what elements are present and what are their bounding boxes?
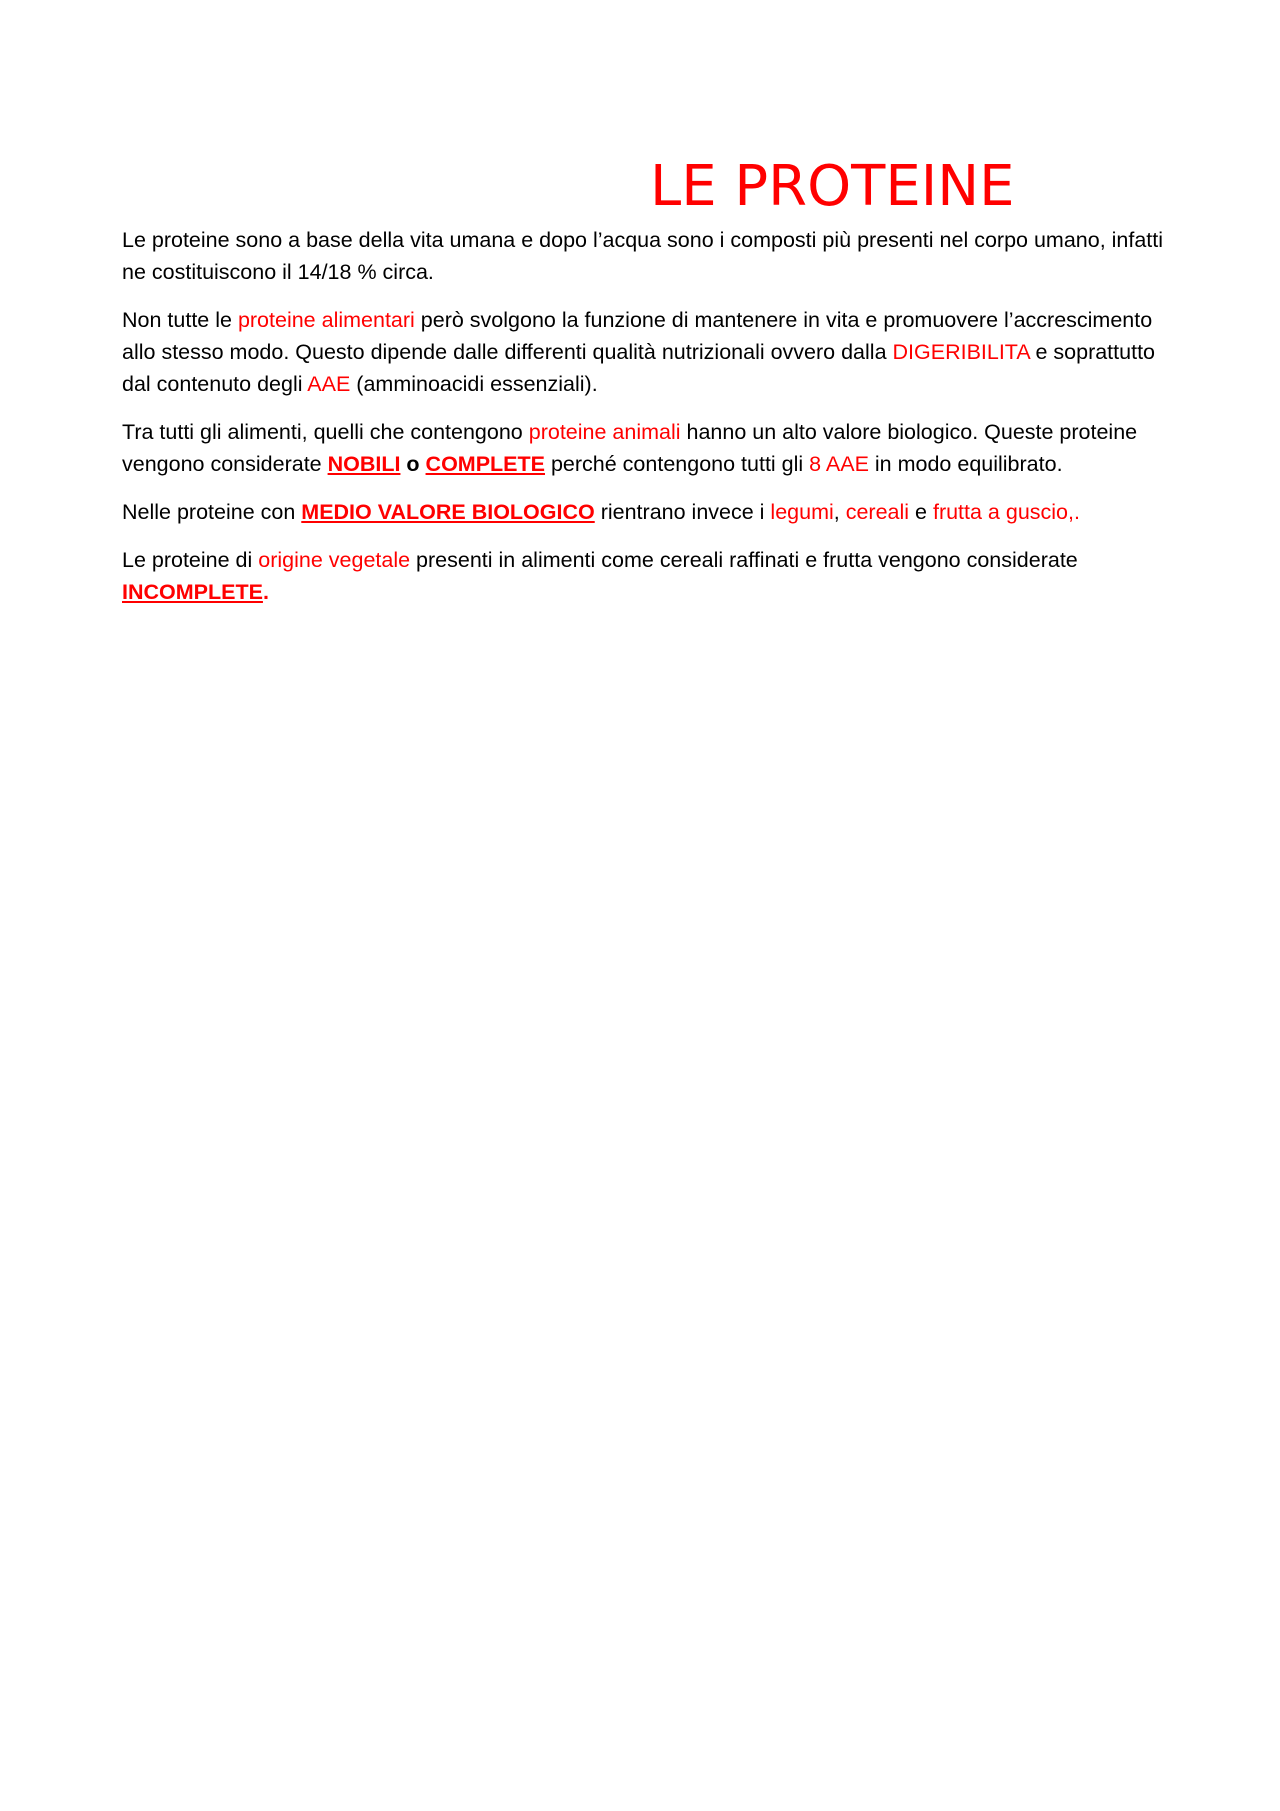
- highlight-medio-valore-biologico: MEDIO VALORE BIOLOGICO: [301, 500, 595, 524]
- highlight-proteine-alimentari: proteine alimentari: [237, 308, 415, 332]
- highlight-incomplete: INCOMPLETE: [122, 580, 263, 604]
- highlight-cereali: cereali: [845, 500, 910, 524]
- highlight-digeribilita: DIGERIBILITA: [892, 340, 1030, 364]
- document-title: LE PROTEINE: [650, 154, 1015, 219]
- paragraph-text-bold: o: [400, 452, 426, 476]
- highlight-nobili: NOBILI: [327, 452, 401, 476]
- paragraph-text: hanno un alto valore biologico. Queste proteine vengono considerate: [122, 420, 1138, 476]
- paragraph-text: in modo equilibrato.: [868, 452, 1063, 476]
- paragraph-text-period: .: [262, 580, 269, 604]
- paragraph-text: presenti in alimenti come cereali raffinati e frutta vengono considerate: [410, 548, 1078, 572]
- paragraph-text: Nelle proteine con: [122, 500, 302, 524]
- highlight-aae: AAE: [307, 372, 351, 396]
- paragraph-4: [122, 496, 1172, 528]
- paragraph-text: e soprattutto dal contenuto degli: [122, 340, 1155, 396]
- paragraph-text: rientrano invece i: [594, 500, 771, 524]
- paragraph-5: [122, 544, 1172, 608]
- paragraph-2: [122, 304, 1172, 400]
- highlight-legumi: legumi: [770, 500, 834, 524]
- paragraph-text: però svolgono la funzione di mantenere in vita e promuovere l’accrescimento allo stesso modo. Questo dipende dalle differenti qualità nutrizionali ovvero dalla: [122, 308, 1153, 364]
- paragraph-text: Non tutte le: [122, 308, 238, 332]
- paragraph-text: Tra tutti gli alimenti, quelli che contengono: [122, 420, 529, 444]
- highlight-origine-vegetale: origine vegetale: [258, 548, 411, 572]
- highlight-complete: COMPLETE: [425, 452, 545, 476]
- paragraph-text: Le proteine sono a base della vita umana e dopo l’acqua sono i composti più presenti nel corpo umano, infatti ne costituiscono il 14/18 % circa.: [122, 228, 1164, 284]
- highlight-frutta-a-guscio: frutta a guscio,.: [932, 500, 1080, 524]
- paragraph-1: [122, 224, 1172, 288]
- paragraph-text: perché contengono tutti gli: [545, 452, 810, 476]
- paragraph-3: [122, 416, 1172, 480]
- paragraph-text: e: [909, 500, 933, 524]
- highlight-proteine-animali: proteine animali: [528, 420, 681, 444]
- document-body: [122, 224, 1172, 624]
- paragraph-text: (amminoacidi essenziali).: [350, 372, 598, 396]
- paragraph-text: Le proteine di: [122, 548, 259, 572]
- highlight-8-aae: 8 AAE: [809, 452, 869, 476]
- paragraph-text: ,: [833, 500, 846, 524]
